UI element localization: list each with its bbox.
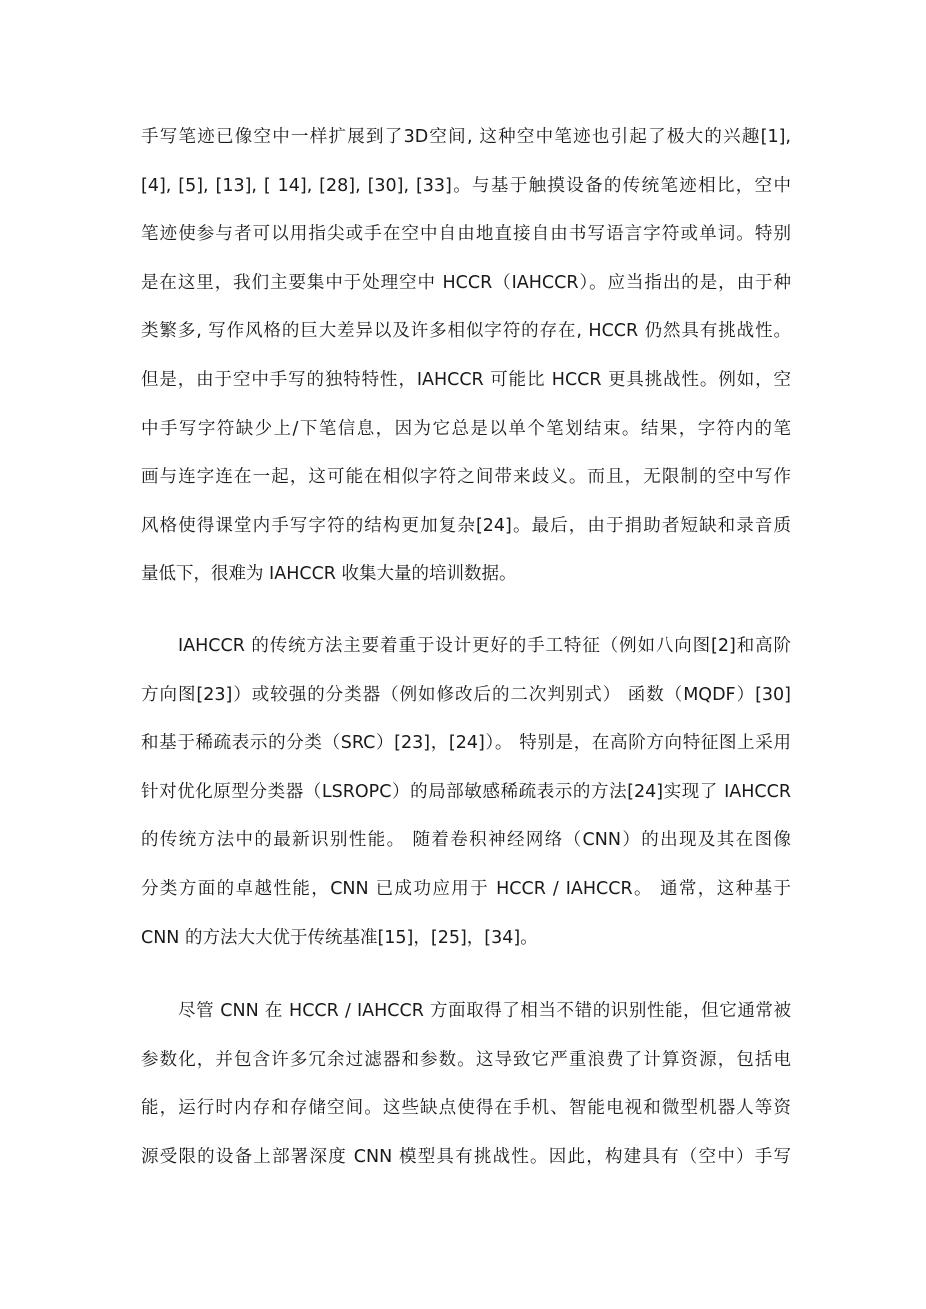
text-line: 源受限的设备上部署深度 CNN 模型具有挑战性。因此，构建具有（空中）手写	[141, 1146, 791, 1167]
text-line: 方向图[23]）或较强的分类器（例如修改后的二次判别式） 函数（MQDF）[30]	[141, 684, 791, 705]
paragraph-1	[141, 113, 791, 599]
text-line: 的传统方法中的最新识别性能。 随着卷积神经网络（CNN）的出现及其在图像	[141, 830, 791, 851]
text-line: 但是，由于空中手写的独特特性，IAHCCR 可能比 HCCR 更具挑战性。例如，空	[141, 369, 791, 390]
text-line: 针对优化原型分类器（LSROPC）的局部敏感稀疏表示的方法[24]实现了 IAHCCR	[141, 781, 791, 802]
text-line: 是在这里，我们主要集中于处理空中 HCCR（IAHCCR）。应当指出的是，由于种	[141, 272, 791, 293]
text-line: [4], [5], [13], [ 14], [28], [30], [33]。与基于触摸设备的传统笔迹相比，空中	[141, 175, 791, 196]
text-line: CNN 的方法大大优于传统基准[15]，[25]，[34]。	[141, 927, 538, 948]
text-line: 和基于稀疏表示的分类（SRC）[23]，[24]）。 特别是，在高阶方向特征图上采用	[141, 733, 791, 754]
text-line: 能，运行时内存和存储空间。这些缺点使得在手机、智能电视和微型机器人等资	[141, 1098, 791, 1119]
text-line: 量低下，很难为 IAHCCR 收集大量的培训数据。	[141, 564, 517, 585]
text-line: 画与连字连在一起，这可能在相似字符之间带来歧义。而且，无限制的空中写作	[141, 467, 791, 488]
text-line: 分类方面的卓越性能，CNN 已成功应用于 HCCR / IAHCCR。 通常，这种基于	[141, 878, 791, 899]
text-line: 风格使得课堂内手写字符的结构更加复杂[24]。最后，由于捐助者短缺和录音质	[141, 515, 791, 536]
text-line: 笔迹使参与者可以用指尖或手在空中自由地直接自由书写语言字符或单词。特别	[141, 224, 791, 245]
text-line: IAHCCR 的传统方法主要着重于设计更好的手工特征（例如八向图[2]和高阶	[178, 636, 791, 656]
text-line: 手写笔迹已像空中一样扩展到了3D空间, 这种空中笔迹也引起了极大的兴趣[1],	[141, 127, 791, 147]
text-line: 参数化，并包含许多冗余过滤器和参数。这导致它严重浪费了计算资源，包括电	[141, 1049, 791, 1070]
text-line: 尽管 CNN 在 HCCR / IAHCCR 方面取得了相当不错的识别性能，但它通常被	[178, 1001, 791, 1021]
text-line: 中手写字符缺少上/下笔信息，因为它总是以单个笔划结束。结果，字符内的笔	[141, 418, 791, 439]
paragraph-2	[141, 622, 791, 962]
paragraph-3	[141, 987, 791, 1181]
text-line: 类繁多, 写作风格的巨大差异以及许多相似字符的存在, HCCR 仍然具有挑战性。	[141, 321, 791, 342]
